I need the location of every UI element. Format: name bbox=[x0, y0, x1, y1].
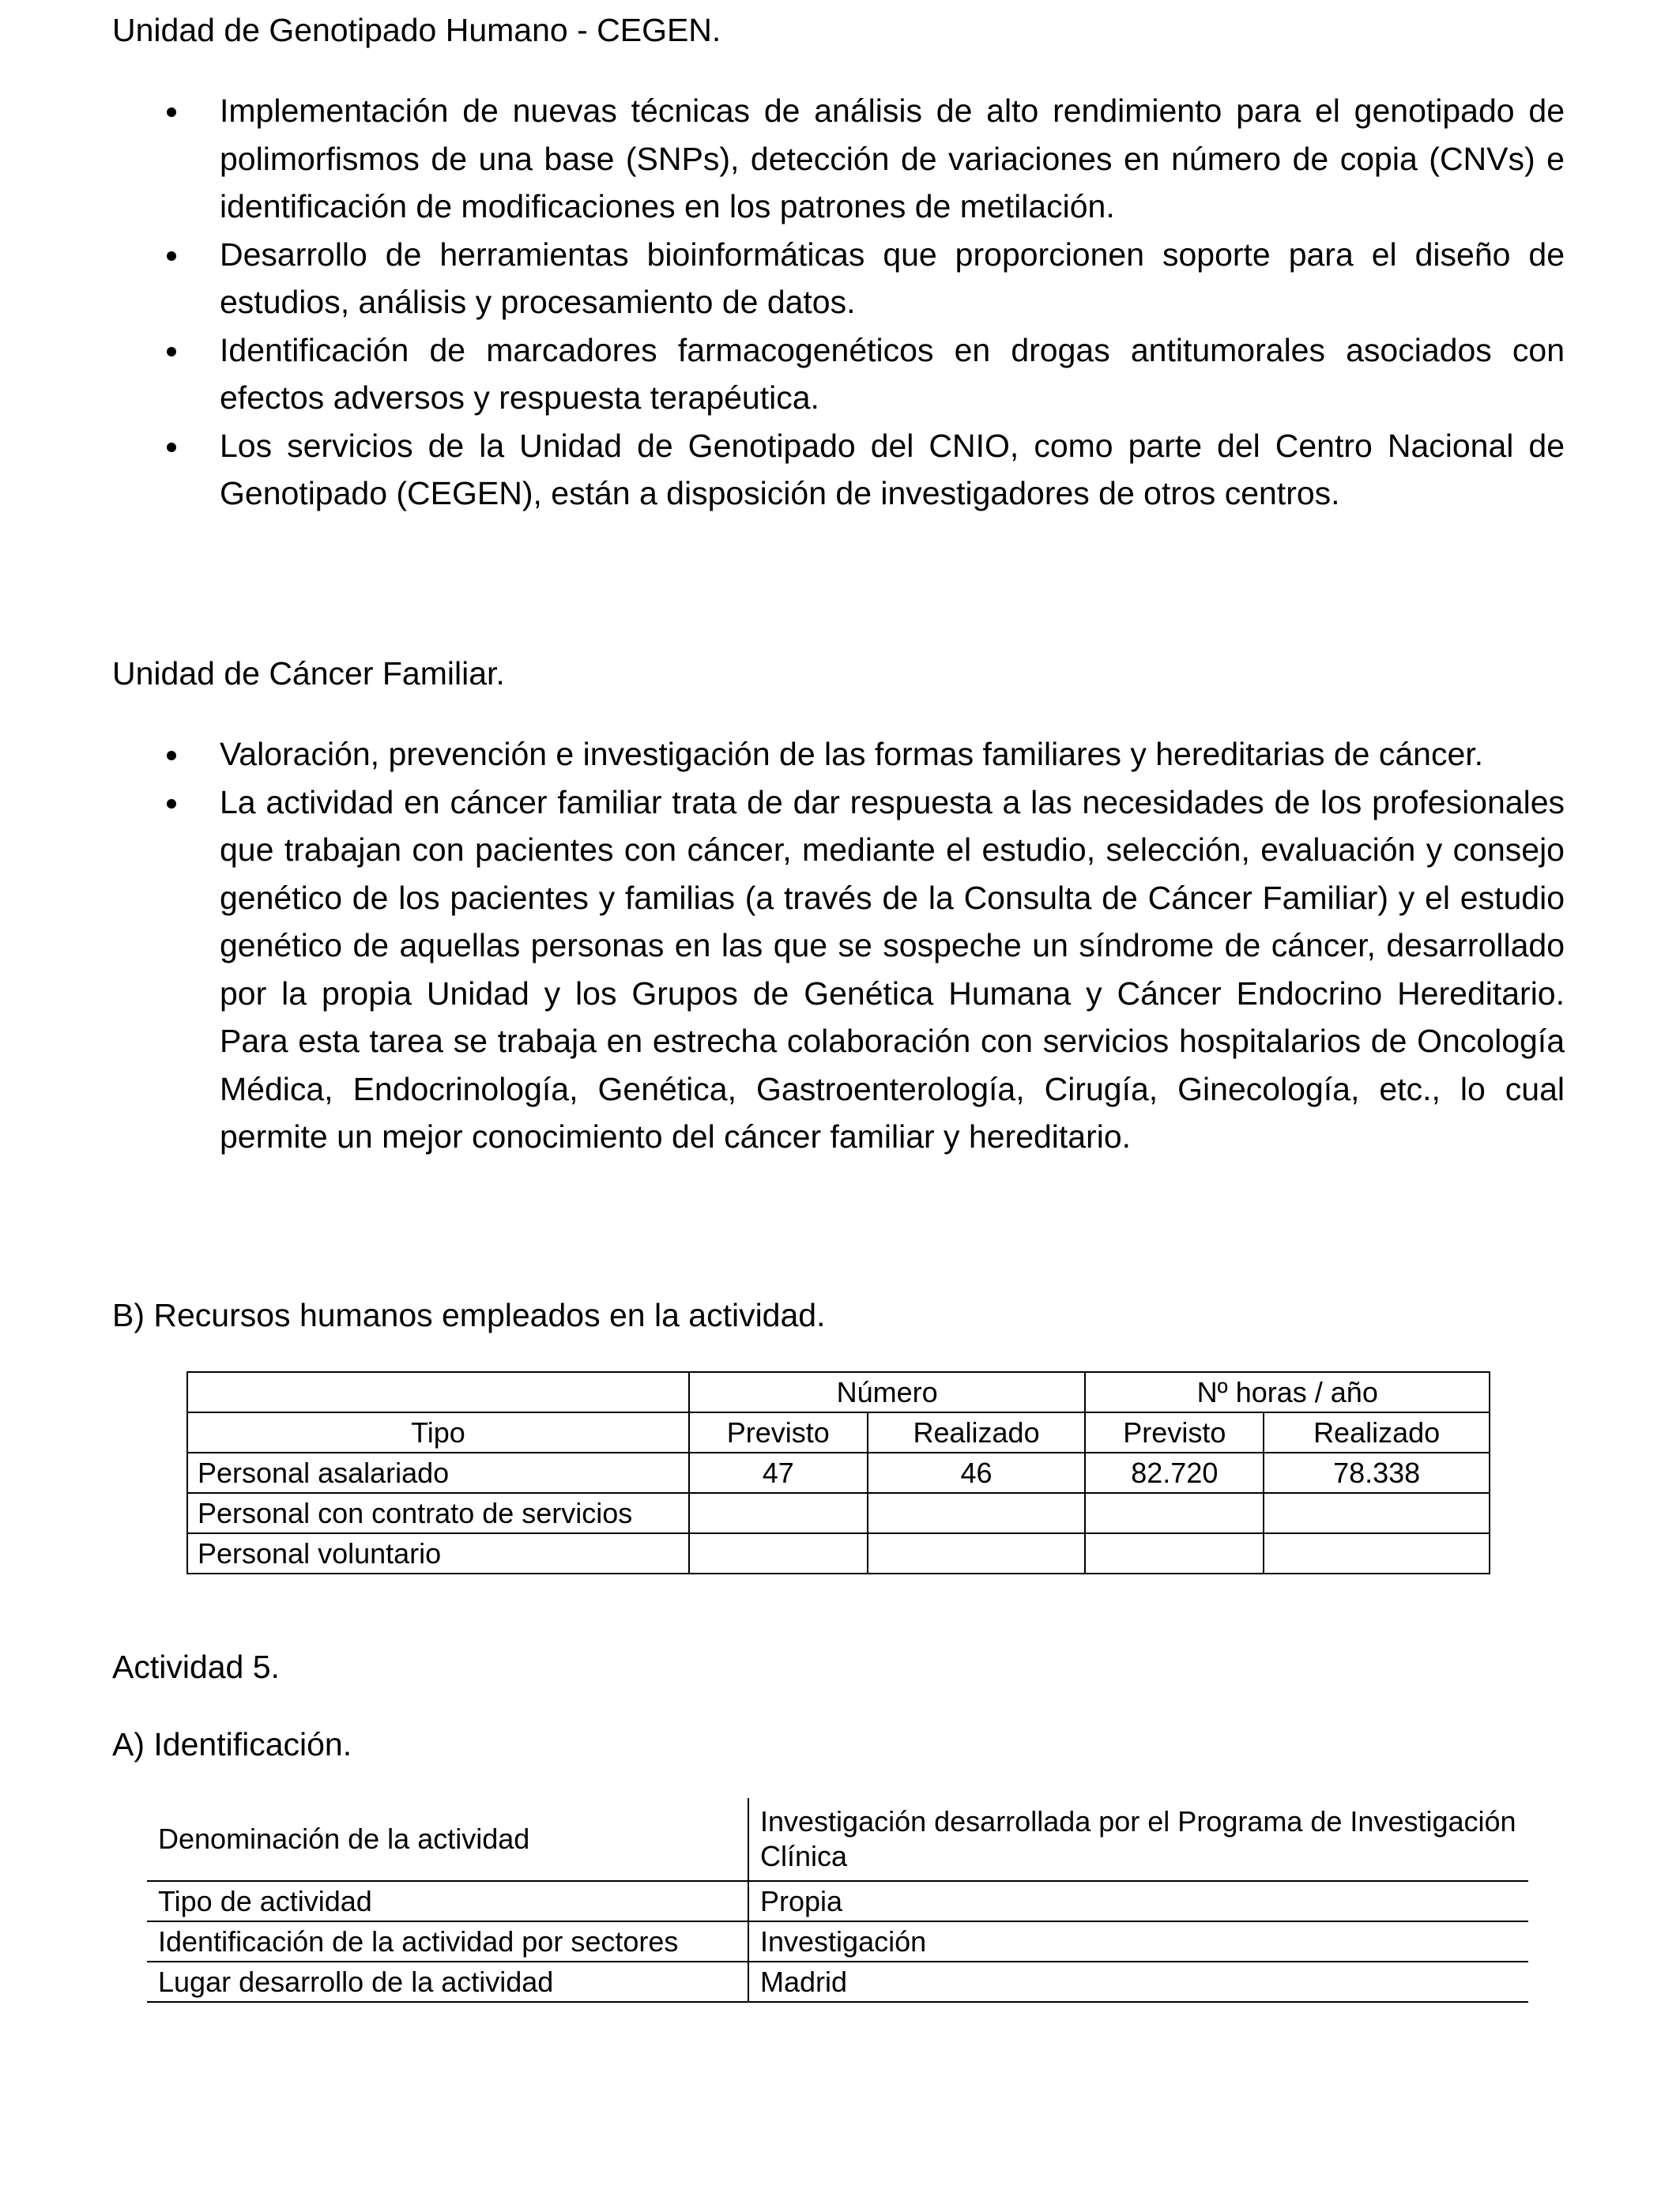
table-row bbox=[187, 1493, 1490, 1533]
bullet-icon bbox=[167, 251, 176, 261]
table-cell: 47 bbox=[689, 1453, 868, 1493]
group-header-horas: Nº horas / año bbox=[1085, 1372, 1490, 1412]
group-header-numero: Número bbox=[689, 1372, 1086, 1412]
column-header: Previsto bbox=[689, 1412, 868, 1453]
table-cell bbox=[1264, 1493, 1490, 1533]
table-cell bbox=[868, 1533, 1086, 1574]
subheading-identificacion: A) Identificación. bbox=[112, 1726, 352, 1762]
table-row bbox=[147, 1921, 1528, 1962]
table-cell-label: Denominación de la actividad bbox=[147, 1798, 748, 1881]
table-cell: Personal con contrato de servicios bbox=[187, 1493, 689, 1533]
bullet-list-cegen bbox=[0, 87, 1680, 518]
table-cell: 82.720 bbox=[1085, 1453, 1264, 1493]
table-cell: 46 bbox=[868, 1453, 1086, 1493]
table-cell bbox=[689, 1493, 868, 1533]
list-item-text: La actividad en cáncer familiar trata de dar respuesta a las necesidades de los profesionales que trabajan con pacientes con cáncer, mediante el estudio, selección, evaluación y consejo genético de los pacientes y familias (a través de la Consulta de Cáncer Familiar) y el estudio genético de aquellas personas en las que se sospeche un síndrome de cáncer, desarrollado por la propia Unidad y los Grupos de Genética Humana y Cáncer Endocrino Hereditario. Para esta tarea se trabaja en estrecha colaboración con servicios hospitalarios de Oncología Médica, Endocrinología, Genética, Gastroenterología, Cirugía, Ginecología, etc., lo cual permite un mejor conocimiento del cáncer familiar y hereditario. bbox=[220, 783, 1565, 1155]
table-cell-label: Lugar desarrollo de la actividad bbox=[147, 1962, 748, 2002]
column-header: Tipo bbox=[187, 1412, 689, 1453]
table-header-row bbox=[187, 1412, 1490, 1453]
list-item-text: Los servicios de la Unidad de Genotipado del CNIO, como parte del Centro Nacional de Genotipado (CEGEN), están a disposición de investigadores de otros centros. bbox=[220, 427, 1565, 511]
bullet-list-familiar bbox=[0, 730, 1680, 1161]
recursos-humanos-table bbox=[186, 1371, 1490, 1574]
list-item-text: Implementación de nuevas técnicas de análisis de alto rendimiento para el genotipado de polimorfismos de una base (SNPs), detección de variaciones en número de copia (CNVs) e identificación de modificaciones en los patrones de metilación. bbox=[220, 92, 1565, 224]
table-cell-empty bbox=[187, 1372, 689, 1412]
table-cell bbox=[868, 1493, 1086, 1533]
list-item-text: Valoración, prevención e investigación de las formas familiares y hereditarias de cáncer. bbox=[220, 736, 1484, 772]
table-row bbox=[187, 1453, 1490, 1493]
table-cell bbox=[1085, 1533, 1264, 1574]
table-row bbox=[147, 1881, 1528, 1921]
column-header: Realizado bbox=[868, 1412, 1086, 1453]
table-cell bbox=[689, 1533, 868, 1574]
column-header: Previsto bbox=[1085, 1412, 1264, 1453]
list-item bbox=[0, 231, 1680, 326]
table-cell-label: Tipo de actividad bbox=[147, 1881, 748, 1921]
column-header: Realizado bbox=[1264, 1412, 1490, 1453]
table-cell-value: Investigación bbox=[748, 1921, 1528, 1962]
list-item-text: Identificación de marcadores farmacogenéticos en drogas antitumorales asociados con efectos adversos y respuesta terapéutica. bbox=[220, 331, 1565, 416]
section-heading-recursos: B) Recursos humanos empleados en la actividad. bbox=[112, 1297, 826, 1333]
bullet-icon bbox=[167, 799, 176, 809]
table-cell: Personal voluntario bbox=[187, 1533, 689, 1574]
bullet-icon bbox=[167, 107, 176, 117]
bullet-icon bbox=[167, 751, 176, 760]
table-cell bbox=[1085, 1493, 1264, 1533]
list-item-text: Desarrollo de herramientas bioinformáticas que proporcionen soporte para el diseño de estudios, análisis y procesamiento de datos. bbox=[220, 236, 1565, 320]
table-row bbox=[147, 1962, 1528, 2002]
table-row bbox=[147, 1798, 1528, 1881]
table-row bbox=[187, 1533, 1490, 1574]
section-heading-actividad5: Actividad 5. bbox=[112, 1649, 280, 1685]
table-cell-value: Propia bbox=[748, 1881, 1528, 1921]
table-cell-value: Madrid bbox=[748, 1962, 1528, 2002]
bullet-icon bbox=[167, 347, 176, 356]
section-heading-cegen: Unidad de Genotipado Humano - CEGEN. bbox=[112, 12, 721, 48]
list-item bbox=[0, 87, 1680, 231]
list-item bbox=[0, 422, 1680, 518]
identificacion-table bbox=[147, 1798, 1528, 2003]
table-cell: Personal asalariado bbox=[187, 1453, 689, 1493]
list-item bbox=[0, 326, 1680, 422]
section-heading-familiar: Unidad de Cáncer Familiar. bbox=[112, 655, 505, 692]
table-cell: 78.338 bbox=[1264, 1453, 1490, 1493]
table-header-row bbox=[187, 1372, 1490, 1412]
list-item bbox=[0, 778, 1680, 1161]
bullet-icon bbox=[167, 443, 176, 452]
table-cell-label: Identificación de la actividad por sectores bbox=[147, 1921, 748, 1962]
list-item bbox=[0, 730, 1680, 778]
table-cell-value: Investigación desarrollada por el Programa de Investigación Clínica bbox=[748, 1798, 1528, 1881]
table-cell bbox=[1264, 1533, 1490, 1574]
